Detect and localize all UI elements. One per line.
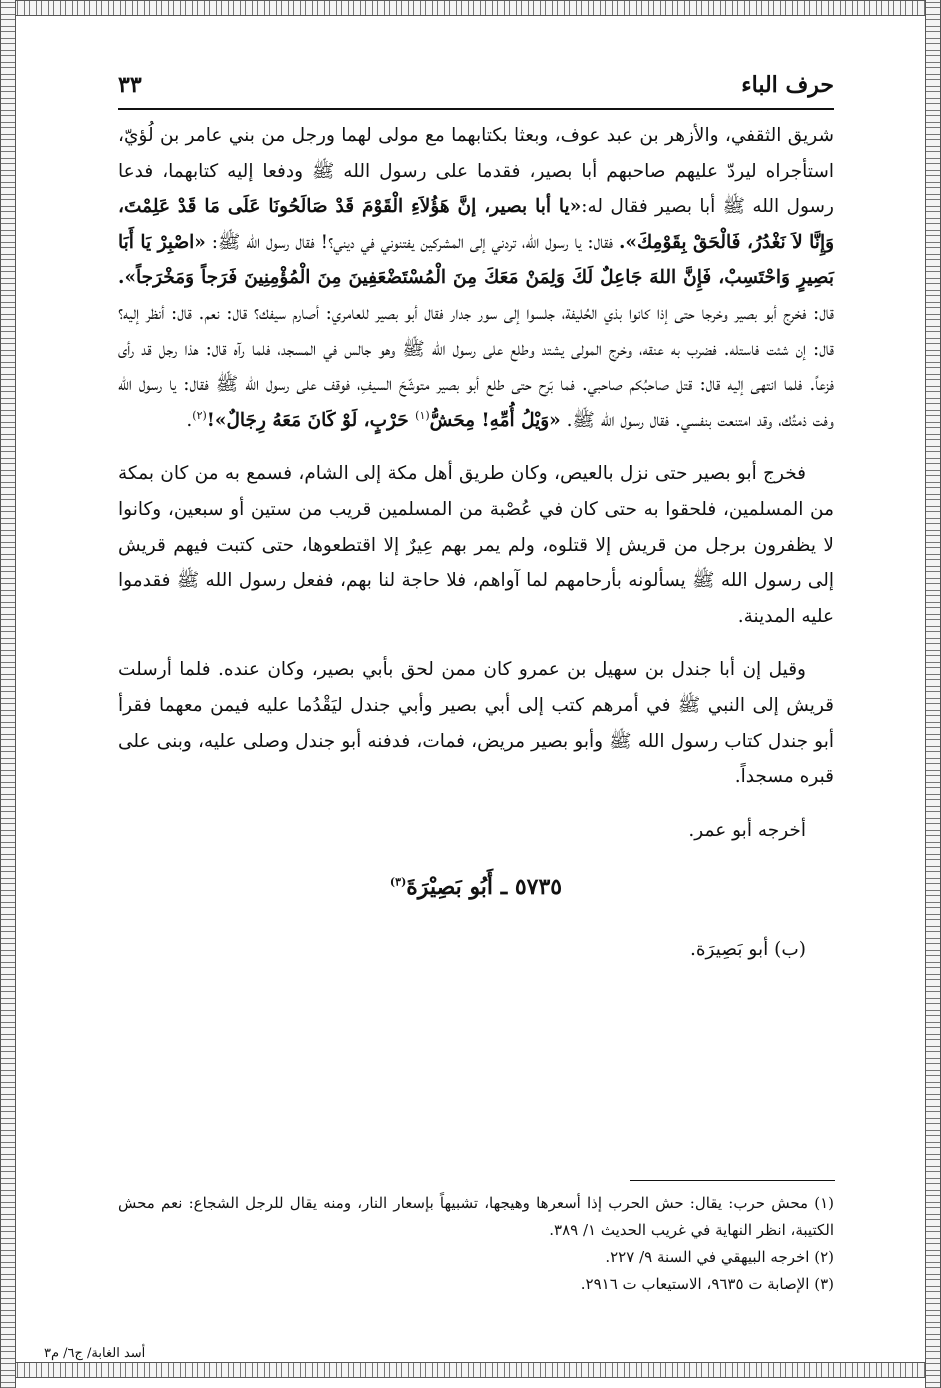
hadith-quote-3b: حَرْبٍ، لَوْ كَانَ مَعَهُ رِجَالٌ»! (206, 409, 416, 431)
footnote-ref-2: (٢) (192, 408, 207, 422)
hadith-quote-1: «يا أبا بصير، إنَّ هَؤُلاَءِ الْقَوْمَ قَدْ صَالَحُونَا عَلَى مَا قَدْ عَلِمْتَ، وَإِنَّا لاَ نَغْدُرُ، فَالْحَقْ بِقَوْمِكَ». (118, 196, 835, 253)
footnote-rule (630, 1180, 835, 1181)
p1-end: . (186, 409, 193, 431)
running-head (118, 66, 834, 106)
entry-heading (118, 870, 834, 906)
p1-text-a: شريق الثقفي، والأزهر بن عبد عوف، وبعثا بكتابهما مع مولى لهما ورجل من بني عامر بن لُؤيّ، استأجراه ليردّ عليهم صاحبهم أبا بصير، فقدما على رسول الله ﷺ ودفعا إليه كتابهما، فدعا رسول الله ﷺ أبا بصير فقال له: (118, 125, 834, 218)
hadith-quote-2: «اصْبِرْ يَا أَبَا بَصِيرٍ وَاحْتَسِبْ، فَإِنَّ اللهَ جَاعِلٌ لَكَ وَلِمَنْ مَعَكَ مِنَ الْمُسْتَضْعَفِينَ مِنَ الْمُؤْمِنِينَ فَرَجاً وَمَخْرَجاً». (118, 231, 834, 289)
ornamental-border-left (0, 0, 16, 1388)
ornamental-border-right (925, 0, 941, 1388)
footnote-ref-1: (١) (415, 408, 430, 422)
ornamental-border-top (0, 0, 941, 16)
footnotes (118, 1190, 834, 1298)
footnote-2: (٢) اخرجه البيهقي في السنة ٩/ ٢٢٧. (605, 1248, 834, 1266)
running-head-title: حرف الباء (741, 72, 834, 98)
p1-text-b: فقال: يا رسول الله، تردني إلى المشركين يفتنوني في ديني؟! فقال رسول الله ﷺ: (205, 231, 619, 253)
paragraph-3: وقيل إن أبا جندل بن سهيل بن عمرو كان ممن لحق بأبي بصير، وكان عنده. فلما أرسلت قريش إلى النبي ﷺ في أمرهم كتب إلى أبي بصير وأبي جندل ليَقْدُما عليه فيمن معهما فقرأ أبو جندل كتاب رسول الله ﷺ وأبو بصير مريض، فمات، فدفنه أبو جندل وصلى عليه، وبنى على قبره مسجداً. (118, 659, 834, 788)
paragraph-5: (ب) أبو بَصِيرَة. (689, 938, 806, 960)
hadith-quote-3a: «وَيْلُ أُمِّهِ! مِحَشُّ (429, 409, 561, 431)
main-text (118, 118, 834, 985)
header-rule (118, 108, 834, 110)
volume-signature: أسد الغابة/ ج٦/ م٣ (40, 1346, 149, 1361)
paragraph-2: فخرج أبو بصير حتى نزل بالعيص، وكان طريق أهل مكة إلى الشام، فسمع به من كان بمكة من المسلمين، فلحقوا به حتى كان في عُصْبة من المسلمين قريب من ستين أو سبعين، وكانوا لا يظفرون برجل من قريش إلا قتلوه، ولم يمر بهم عِيرٌ إلا اقتطعوها، حتى كتبت فيهم قريش إلى رسول الله ﷺ يسألونه بأرحامهم لما آواهم، فلا حاجة لنا بهم، ففعل رسول الله ﷺ فقدموا عليه المدينة. (118, 463, 834, 627)
footnote-ref-3: (٣) (389, 875, 407, 889)
page-number: ٣٣ (118, 72, 142, 98)
entry-title: ٥٧٣٥ ـ أَبُو بَصِيْرَةَ (406, 874, 563, 901)
footnote-3: (٣) الإصابة ت ٩٦٣٥، الاستيعاب ت ٢٩١٦. (580, 1275, 834, 1293)
paragraph-1 (118, 118, 834, 438)
footnote-1: (١) محش حرب: يقال: حش الحرب إذا أسعرها وهيجها، تشبيهاً بإسعار النار، ومنه يقال للرجل الشجاع: نعم محش الكتيبة، انظر النهاية في غريب الحديث ١/ ٣٨٩. (118, 1194, 834, 1239)
ornamental-border-bottom (0, 1362, 941, 1378)
paragraph-4: أخرجه أبو عمر. (688, 819, 806, 841)
p1-text-c: قال: فخرج أبو بصير وخرجا حتى إذا كانوا بذي الحُليفة، جلسوا إلى سور جدار فقال أبو بصير للعامري: أصارم سيفك؟ قال: نعم. قال: أنظر إليه؟ قال: إن شئت فاستله. فضرب به عنقه، وخرج المولى يشتد وطلع على رسول الله ﷺ وهو جالس في المسجد، فلما رآه قال: هذا رجل قد رأى فزعاً. فلما انتهى إليه قال: قتل صاحبُكم صاحبي. فما بَرِح حتى طلع أبو بصير متوشّحَ السيفِ، فوقف على رسول الله ﷺ فقال: يا رسول الله وفت ذمتُك، وقد امتنعت بنفسي. فقال رسول الله ﷺ. (118, 302, 834, 431)
